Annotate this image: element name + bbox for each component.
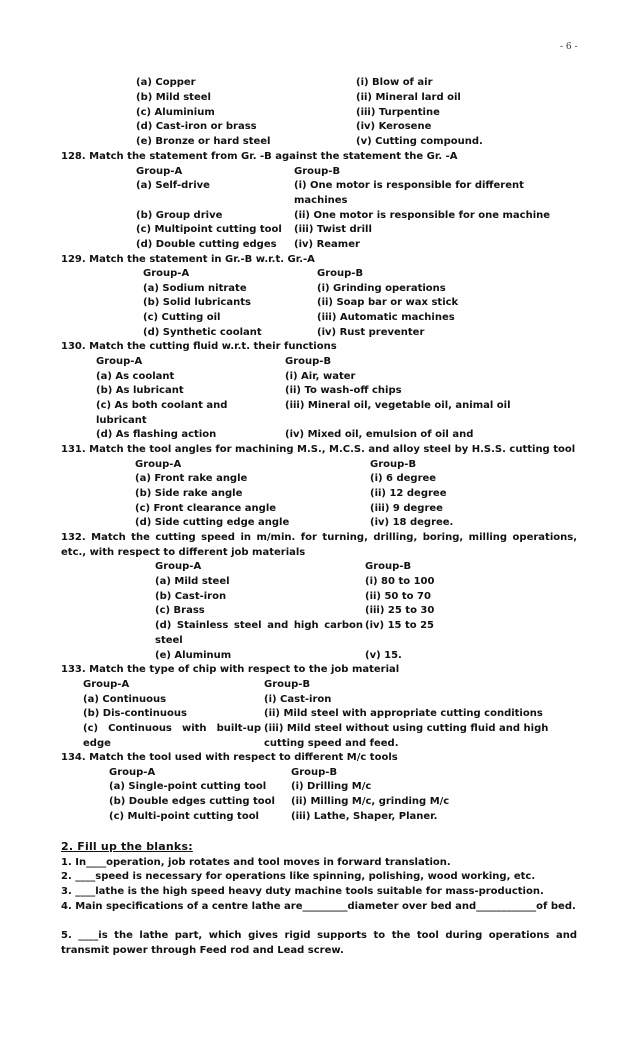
question-title: 133. Match the type of chip with respect to the job material bbox=[61, 664, 400, 675]
list-item: (ii) Mild steel with appropriate cutting conditions bbox=[264, 708, 543, 719]
column-header: Group-B bbox=[294, 166, 341, 177]
list-item: (d) Stainless steel and high carbon steel bbox=[155, 620, 363, 646]
list-item: (b) Mild steel bbox=[136, 92, 211, 103]
list-item: (e) Aluminum bbox=[155, 650, 232, 661]
column-header: Group-A bbox=[155, 561, 202, 572]
list-item: (a) Copper bbox=[136, 77, 196, 88]
list-item: (c) Brass bbox=[155, 605, 205, 616]
question-title: 128. Match the statement from Gr. -B against the statement the Gr. -A bbox=[61, 151, 458, 162]
column-header: Group-B bbox=[370, 459, 417, 470]
list-item: (v) 15. bbox=[365, 650, 402, 661]
list-item: (iv) 15 to 25 bbox=[365, 620, 435, 631]
question-title: 131. Match the tool angles for machining M.S., M.C.S. and alloy steel by H.S.S. cutting tool bbox=[61, 444, 576, 455]
list-item: (a) Mild steel bbox=[155, 576, 230, 587]
column-header: Group-A bbox=[109, 767, 156, 778]
list-item: (b) Side rake angle bbox=[135, 488, 243, 499]
column-header: Group-A bbox=[96, 356, 143, 367]
list-item: (a) Self-drive bbox=[136, 180, 210, 191]
column-header: Group-B bbox=[365, 561, 412, 572]
column-header: Group-B bbox=[291, 767, 338, 778]
list-item: (iii) Lathe, Shaper, Planer. bbox=[291, 811, 438, 822]
list-item: (i) Air, water bbox=[285, 371, 356, 382]
list-item: (c) Multi-point cutting tool bbox=[109, 811, 259, 822]
list-item: (b) As lubricant bbox=[96, 385, 184, 396]
column-header: Group-A bbox=[83, 679, 130, 690]
list-item: (iv) Kerosene bbox=[356, 121, 432, 132]
list-item: (i) Grinding operations bbox=[317, 283, 446, 294]
list-item: (ii) 12 degree bbox=[370, 488, 447, 499]
list-item: (c) Front clearance angle bbox=[135, 503, 277, 514]
list-item: (iii) Turpentine bbox=[356, 107, 440, 118]
list-item: (c) Multipoint cutting tool bbox=[136, 224, 282, 235]
section-heading: 2. Fill up the blanks: bbox=[61, 840, 193, 853]
list-item: (i) Drilling M/c bbox=[291, 781, 372, 792]
page-number: - 6 - bbox=[560, 42, 578, 52]
list-item: (ii) Soap bar or wax stick bbox=[317, 297, 459, 308]
list-item: (ii) One motor is responsible for one machine bbox=[294, 210, 551, 221]
question-title: 129. Match the statement in Gr.-B w.r.t. Gr.-A bbox=[61, 254, 315, 265]
list-item: (c) Aluminium bbox=[136, 107, 215, 118]
list-item: (a) Continuous bbox=[83, 694, 167, 705]
list-item: (ii) 50 to 70 bbox=[365, 591, 431, 602]
list-item: (iv) Mixed oil, emulsion of oil and bbox=[285, 429, 474, 440]
list-item: (iii) Twist drill bbox=[294, 224, 372, 235]
list-item: (b) Dis-continuous bbox=[83, 708, 187, 719]
question-title: 134. Match the tool used with respect to different M/c tools bbox=[61, 752, 398, 763]
list-item: 3. ____lathe is the high speed heavy duty machine tools suitable for mass-production. bbox=[61, 886, 544, 897]
list-item: 5. ____is the lathe part, which gives rigid supports to the tool during operations and transmit power through Feed rod and Lead screw. bbox=[61, 930, 577, 956]
list-item: (iv) Rust preventer bbox=[317, 327, 425, 338]
list-item: (a) Single-point cutting tool bbox=[109, 781, 267, 792]
list-item: (v) Cutting compound. bbox=[356, 136, 483, 147]
question-title: 130. Match the cutting fluid w.r.t. their functions bbox=[61, 341, 337, 352]
list-item: (b) Double edges cutting tool bbox=[109, 796, 275, 807]
list-item: 4. Main specifications of a centre lathe are_________diameter over bed and____________of bed. bbox=[61, 901, 576, 912]
list-item: (a) Sodium nitrate bbox=[143, 283, 247, 294]
list-item: (d) Synthetic coolant bbox=[143, 327, 262, 338]
list-item: (i) 80 to 100 bbox=[365, 576, 435, 587]
list-item: (iii) 25 to 30 bbox=[365, 605, 435, 616]
list-item: 2. ____speed is necessary for operations like spinning, polishing, wood working, etc. bbox=[61, 871, 536, 882]
column-header: Group-B bbox=[317, 268, 364, 279]
list-item: (ii) Milling M/c, grinding M/c bbox=[291, 796, 450, 807]
list-item: (iv) Reamer bbox=[294, 239, 360, 250]
list-item: (ii) Mineral lard oil bbox=[356, 92, 461, 103]
column-header: Group-B bbox=[285, 356, 332, 367]
list-item: (d) Double cutting edges bbox=[136, 239, 277, 250]
column-header: Group-A bbox=[143, 268, 190, 279]
list-item: (iii) 9 degree bbox=[370, 503, 443, 514]
list-item: (e) Bronze or hard steel bbox=[136, 136, 271, 147]
column-header: Group-A bbox=[136, 166, 183, 177]
list-item: (i) Blow of air bbox=[356, 77, 433, 88]
list-item: (c) As both coolant and lubricant bbox=[96, 400, 228, 426]
list-item: (ii) To wash-off chips bbox=[285, 385, 402, 396]
question-title-wrapped: 132. Match the cutting speed in m/min. for turning, drilling, boring, milling operations, etc., with respect to different job materials bbox=[61, 532, 577, 558]
list-item: (i) Cast-iron bbox=[264, 694, 332, 705]
list-item: (d) Cast-iron or brass bbox=[136, 121, 257, 132]
list-item: (b) Cast-iron bbox=[155, 591, 227, 602]
list-item: (i) One motor is responsible for different machines bbox=[294, 180, 524, 206]
column-header: Group-A bbox=[135, 459, 182, 470]
list-item: (b) Group drive bbox=[136, 210, 223, 221]
list-item: 1. In____operation, job rotates and tool moves in forward translation. bbox=[61, 857, 451, 868]
list-item: (b) Solid lubricants bbox=[143, 297, 251, 308]
list-item: (i) 6 degree bbox=[370, 473, 437, 484]
column-header: Group-B bbox=[264, 679, 311, 690]
list-item: (d) As flashing action bbox=[96, 429, 217, 440]
list-item: (iii) Automatic machines bbox=[317, 312, 455, 323]
list-item: (d) Side cutting edge angle bbox=[135, 517, 290, 528]
list-item: (iv) 18 degree. bbox=[370, 517, 454, 528]
list-item: (iii) Mild steel without using cutting fluid and high cutting speed and feed. bbox=[264, 723, 549, 749]
list-item: (a) Front rake angle bbox=[135, 473, 248, 484]
list-item: (iii) Mineral oil, vegetable oil, animal oil bbox=[285, 400, 511, 411]
list-item: (c) Continuous with built-up edge bbox=[83, 723, 261, 749]
list-item: (a) As coolant bbox=[96, 371, 175, 382]
list-item: (c) Cutting oil bbox=[143, 312, 221, 323]
